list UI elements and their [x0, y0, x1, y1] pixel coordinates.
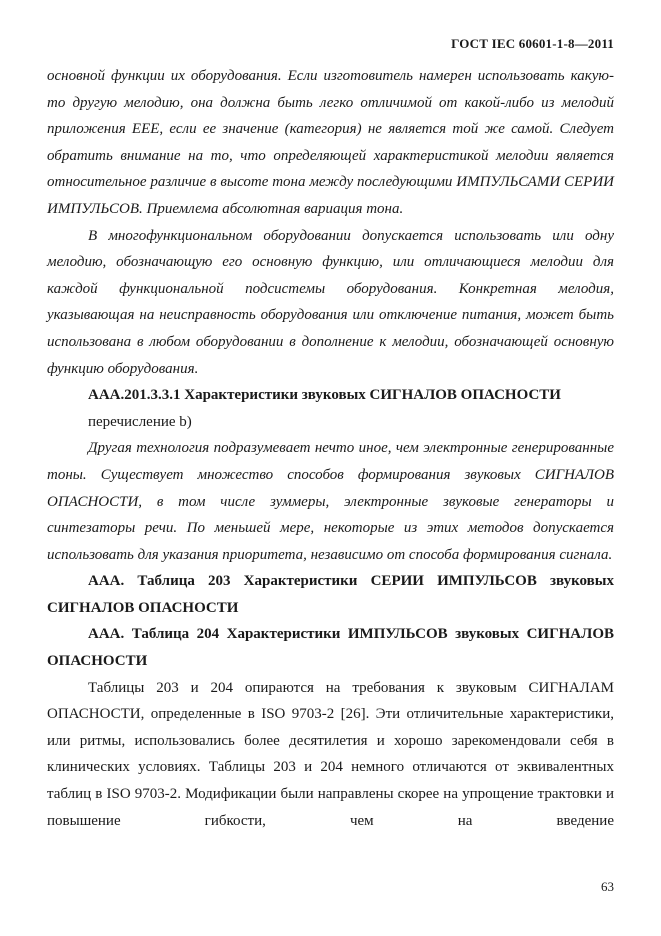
paragraph-tables-203-204: Таблицы 203 и 204 опираются на требования к звуковым СИГНАЛАМ ОПАСНОСТИ, определенные в ISO 9703-2 [26]. Эти отличительные характеристики, или ритмы, использовались более десятилетия и хорошо зарекомендовали себя в клинических условиях. Таблицы 203 и 204 немного отличаются от эквивалентных таблиц в ISO 9703-2. Модификации были направлены скорее на упрощение трактовки и повышение гибкости, чем на введение [47, 679, 614, 829]
page-footer [601, 879, 614, 895]
document-header [451, 36, 614, 52]
page-body [47, 63, 614, 834]
standard-designation: ГОСТ IEC 60601-1-8—2011 [451, 36, 614, 51]
section-heading-table-203: ААА. Таблица 203 Характеристики СЕРИИ ИМПУЛЬСОВ звуковых СИГНАЛОВ ОПАСНОСТИ [47, 573, 614, 616]
section-heading-aaa-201-3-3-1: ААА.201.3.3.1 Характеристики звуковых СИГНАЛОВ ОПАСНОСТИ [88, 387, 561, 404]
section-heading-table-204: ААА. Таблица 204 Характеристики ИМПУЛЬСОВ звуковых СИГНАЛОВ ОПАСНОСТИ [47, 626, 614, 670]
paragraph-multifunction-equipment: В многофункциональном оборудовании допускается использовать или одну мелодию, обозначающую его основную функцию, или отличающиеся мелодии для каждой функциональной подсистемы оборудования. Конкретная мелодия, указывающая на неисправность оборудования или отключение питания, может быть использована в любом оборудовании в дополнение к мелодии, обозначающей основную функцию оборудования. [47, 227, 614, 377]
page-number: 63 [601, 879, 614, 894]
paragraph-other-technology: Другая технология подразумевает нечто иное, чем электронные генерированные тоны. Существует множество способов формирования звуковых СИГНАЛОВ ОПАСНОСТИ, в том числе зуммеры, электронные звуковые генераторы и синтезаторы речи. По меньшей мере, некоторые из этих методов допускается использовать для указания приоритета, независимо от способа формирования сигнала. [47, 440, 614, 563]
enumeration-reference: перечисление b) [88, 413, 192, 430]
paragraph-melody-continuation: основной функции их оборудования. Если изготовитель намерен использовать какую-то другую мелодию, она должна быть легко отличимой от какой-либо из мелодий приложения ЕЕЕ, если ее значение (категория) не является той же самой. Следует обратить внимание на то, что определяющей характеристикой мелодии является относительное различие в высоте тона между последующими ИМПУЛЬСАМИ СЕРИИ ИМПУЛЬСОВ. Приемлема абсолютная вариация тона. [47, 68, 614, 217]
